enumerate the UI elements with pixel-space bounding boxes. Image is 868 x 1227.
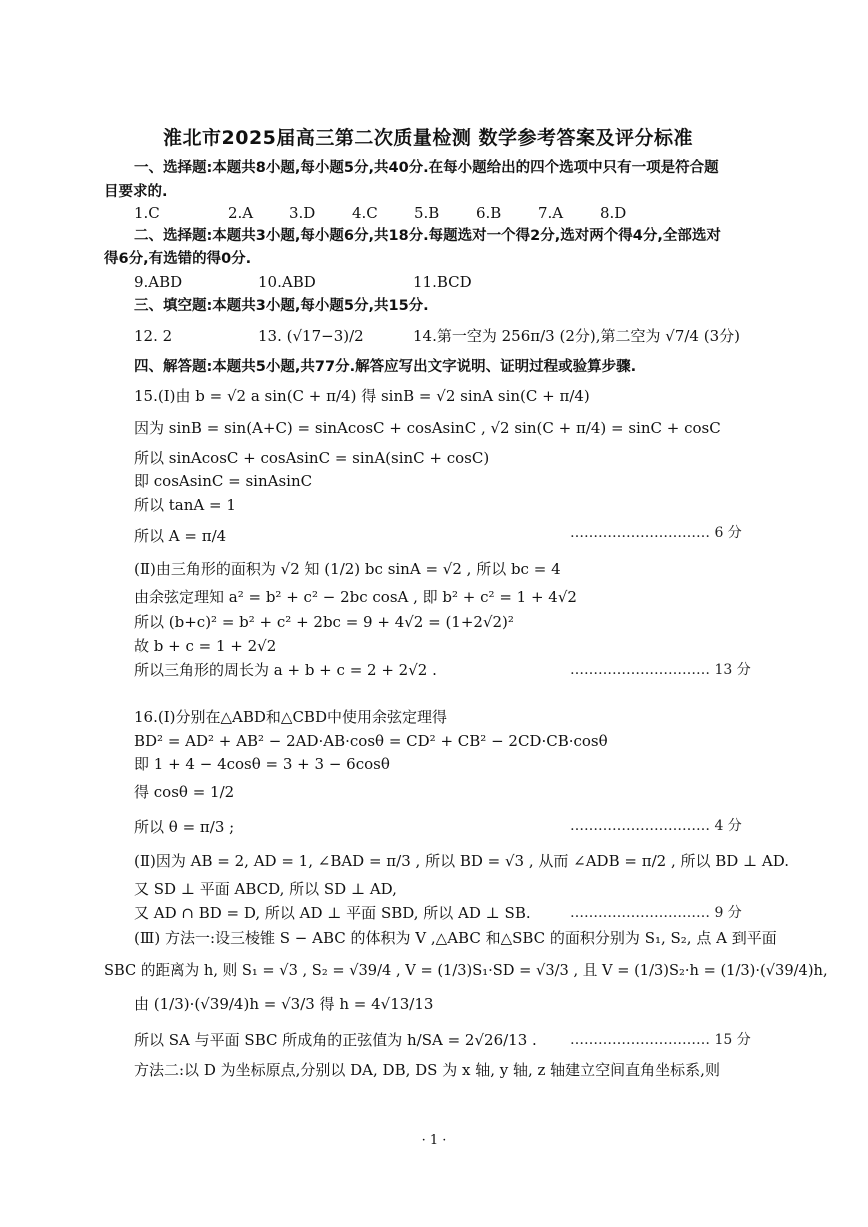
q15-line: (Ⅱ)由三角形的面积为 √2 知 (1/2) bc sinA = √2 , 所以 bc = 4 bbox=[134, 560, 561, 578]
mc-answer: 6.B bbox=[476, 204, 502, 222]
q15-line: 所以 tanA = 1 bbox=[134, 496, 236, 514]
q16-line: 又 AD ∩ BD = D, 所以 AD ⊥ 平面 SBD, 所以 AD ⊥ SB. bbox=[134, 904, 531, 922]
section1-heading-cont: 目要求的. bbox=[104, 184, 168, 200]
fill-answer: 13. (√17−3)/2 bbox=[258, 327, 364, 345]
section2-heading-cont: 得6分,有选错的得0分. bbox=[104, 251, 252, 267]
mc-answer: 2.A bbox=[228, 204, 254, 222]
mc-answer: 4.C bbox=[352, 204, 378, 222]
section4-heading: 四、解答题:本题共5小题,共77分.解答应写出文字说明、证明过程或验算步骤. bbox=[134, 359, 637, 375]
multi-answer: 10.ABD bbox=[258, 273, 316, 291]
section3-heading: 三、填空题:本题共3小题,每小题5分,共15分. bbox=[134, 298, 429, 314]
q15-line: 因为 sinB = sin(A+C) = sinAcosC + cosAsinC , √2 sin(C + π/4) = sinC + cosC bbox=[134, 419, 721, 437]
score-mark: ………………………… 4 分 bbox=[570, 818, 742, 834]
multi-answer: 9.ABD bbox=[134, 273, 183, 291]
q16-line: SBC 的距离为 h, 则 S₁ = √3 , S₂ = √39/4 , V = (1/3)S₁·SD = √3/3 , 且 V = (1/3)S₂·h = (1/3)·(√39/4)h, bbox=[104, 961, 828, 979]
q15-line: 由余弦定理知 a² = b² + c² − 2bc cosA , 即 b² + c² = 1 + 4√2 bbox=[134, 588, 577, 606]
q16-line: BD² = AD² + AB² − 2AD·AB·cosθ = CD² + CB² − 2CD·CB·cosθ bbox=[134, 732, 608, 750]
q15-line: 所以 A = π/4 bbox=[134, 527, 227, 545]
q16-line: 所以 SA 与平面 SBC 所成角的正弦值为 h/SA = 2√26/13 . bbox=[134, 1031, 537, 1049]
q16-line: 又 SD ⊥ 平面 ABCD, 所以 SD ⊥ AD, bbox=[134, 880, 397, 898]
q15-line: 即 cosAsinC = sinAsinC bbox=[134, 472, 313, 490]
q15-line: 故 b + c = 1 + 2√2 bbox=[134, 637, 277, 655]
score-mark: ………………………… 15 分 bbox=[570, 1032, 751, 1048]
fill-answer: 14.第一空为 256π/3 (2分),第二空为 √7/4 (3分) bbox=[413, 327, 740, 345]
q15-line: 所以 (b+c)² = b² + c² + 2bc = 9 + 4√2 = (1+2√2)² bbox=[134, 613, 514, 631]
section1-heading: 一、选择题:本题共8小题,每小题5分,共40分.在每小题给出的四个选项中只有一项是符合题 bbox=[134, 160, 719, 176]
mc-answer: 8.D bbox=[600, 204, 627, 222]
section2-heading: 二、选择题:本题共3小题,每小题6分,共18分.每题选对一个得2分,选对两个得4分,全部选对 bbox=[134, 228, 721, 244]
q16-line: (Ⅱ)因为 AB = 2, AD = 1, ∠BAD = π/3 , 所以 BD = √3 , 从而 ∠ADB = π/2 , 所以 BD ⊥ AD. bbox=[134, 852, 790, 870]
q15-line: 所以三角形的周长为 a + b + c = 2 + 2√2 . bbox=[134, 661, 437, 679]
q15-line: 所以 sinAcosC + cosAsinC = sinA(sinC + cosC) bbox=[134, 449, 490, 467]
mc-answer: 7.A bbox=[538, 204, 564, 222]
score-mark: ………………………… 9 分 bbox=[570, 905, 742, 921]
mc-answer: 3.D bbox=[289, 204, 316, 222]
page-number: · 1 · bbox=[421, 1133, 447, 1148]
q16-line: 即 1 + 4 − 4cosθ = 3 + 3 − 6cosθ bbox=[134, 755, 390, 773]
q16-line: (Ⅲ) 方法一:设三棱锥 S − ABC 的体积为 V ,△ABC 和△SBC 的面积分别为 S₁, S₂, 点 A 到平面 bbox=[134, 929, 777, 947]
mc-answer: 1.C bbox=[134, 204, 160, 222]
score-mark: ………………………… 13 分 bbox=[570, 662, 751, 678]
score-mark: ………………………… 6 分 bbox=[570, 525, 742, 541]
q16-line: 方法二:以 D 为坐标原点,分别以 DA, DB, DS 为 x 轴, y 轴, z 轴建立空间直角坐标系,则 bbox=[134, 1061, 720, 1079]
mc-answer: 5.B bbox=[414, 204, 440, 222]
q15-line: 15.(Ⅰ)由 b = √2 a sin(C + π/4) 得 sinB = √2 sinA sin(C + π/4) bbox=[134, 387, 590, 405]
page-title: 淮北市2025届高三第二次质量检测 数学参考答案及评分标准 bbox=[163, 127, 693, 149]
q16-line: 16.(Ⅰ)分别在△ABD和△CBD中使用余弦定理得 bbox=[134, 708, 447, 726]
q16-line: 所以 θ = π/3 ; bbox=[134, 818, 235, 836]
q16-line: 得 cosθ = 1/2 bbox=[134, 783, 235, 801]
q16-line: 由 (1/3)·(√39/4)h = √3/3 得 h = 4√13/13 bbox=[134, 995, 434, 1013]
fill-answer: 12. 2 bbox=[134, 327, 173, 345]
multi-answer: 11.BCD bbox=[413, 273, 472, 291]
